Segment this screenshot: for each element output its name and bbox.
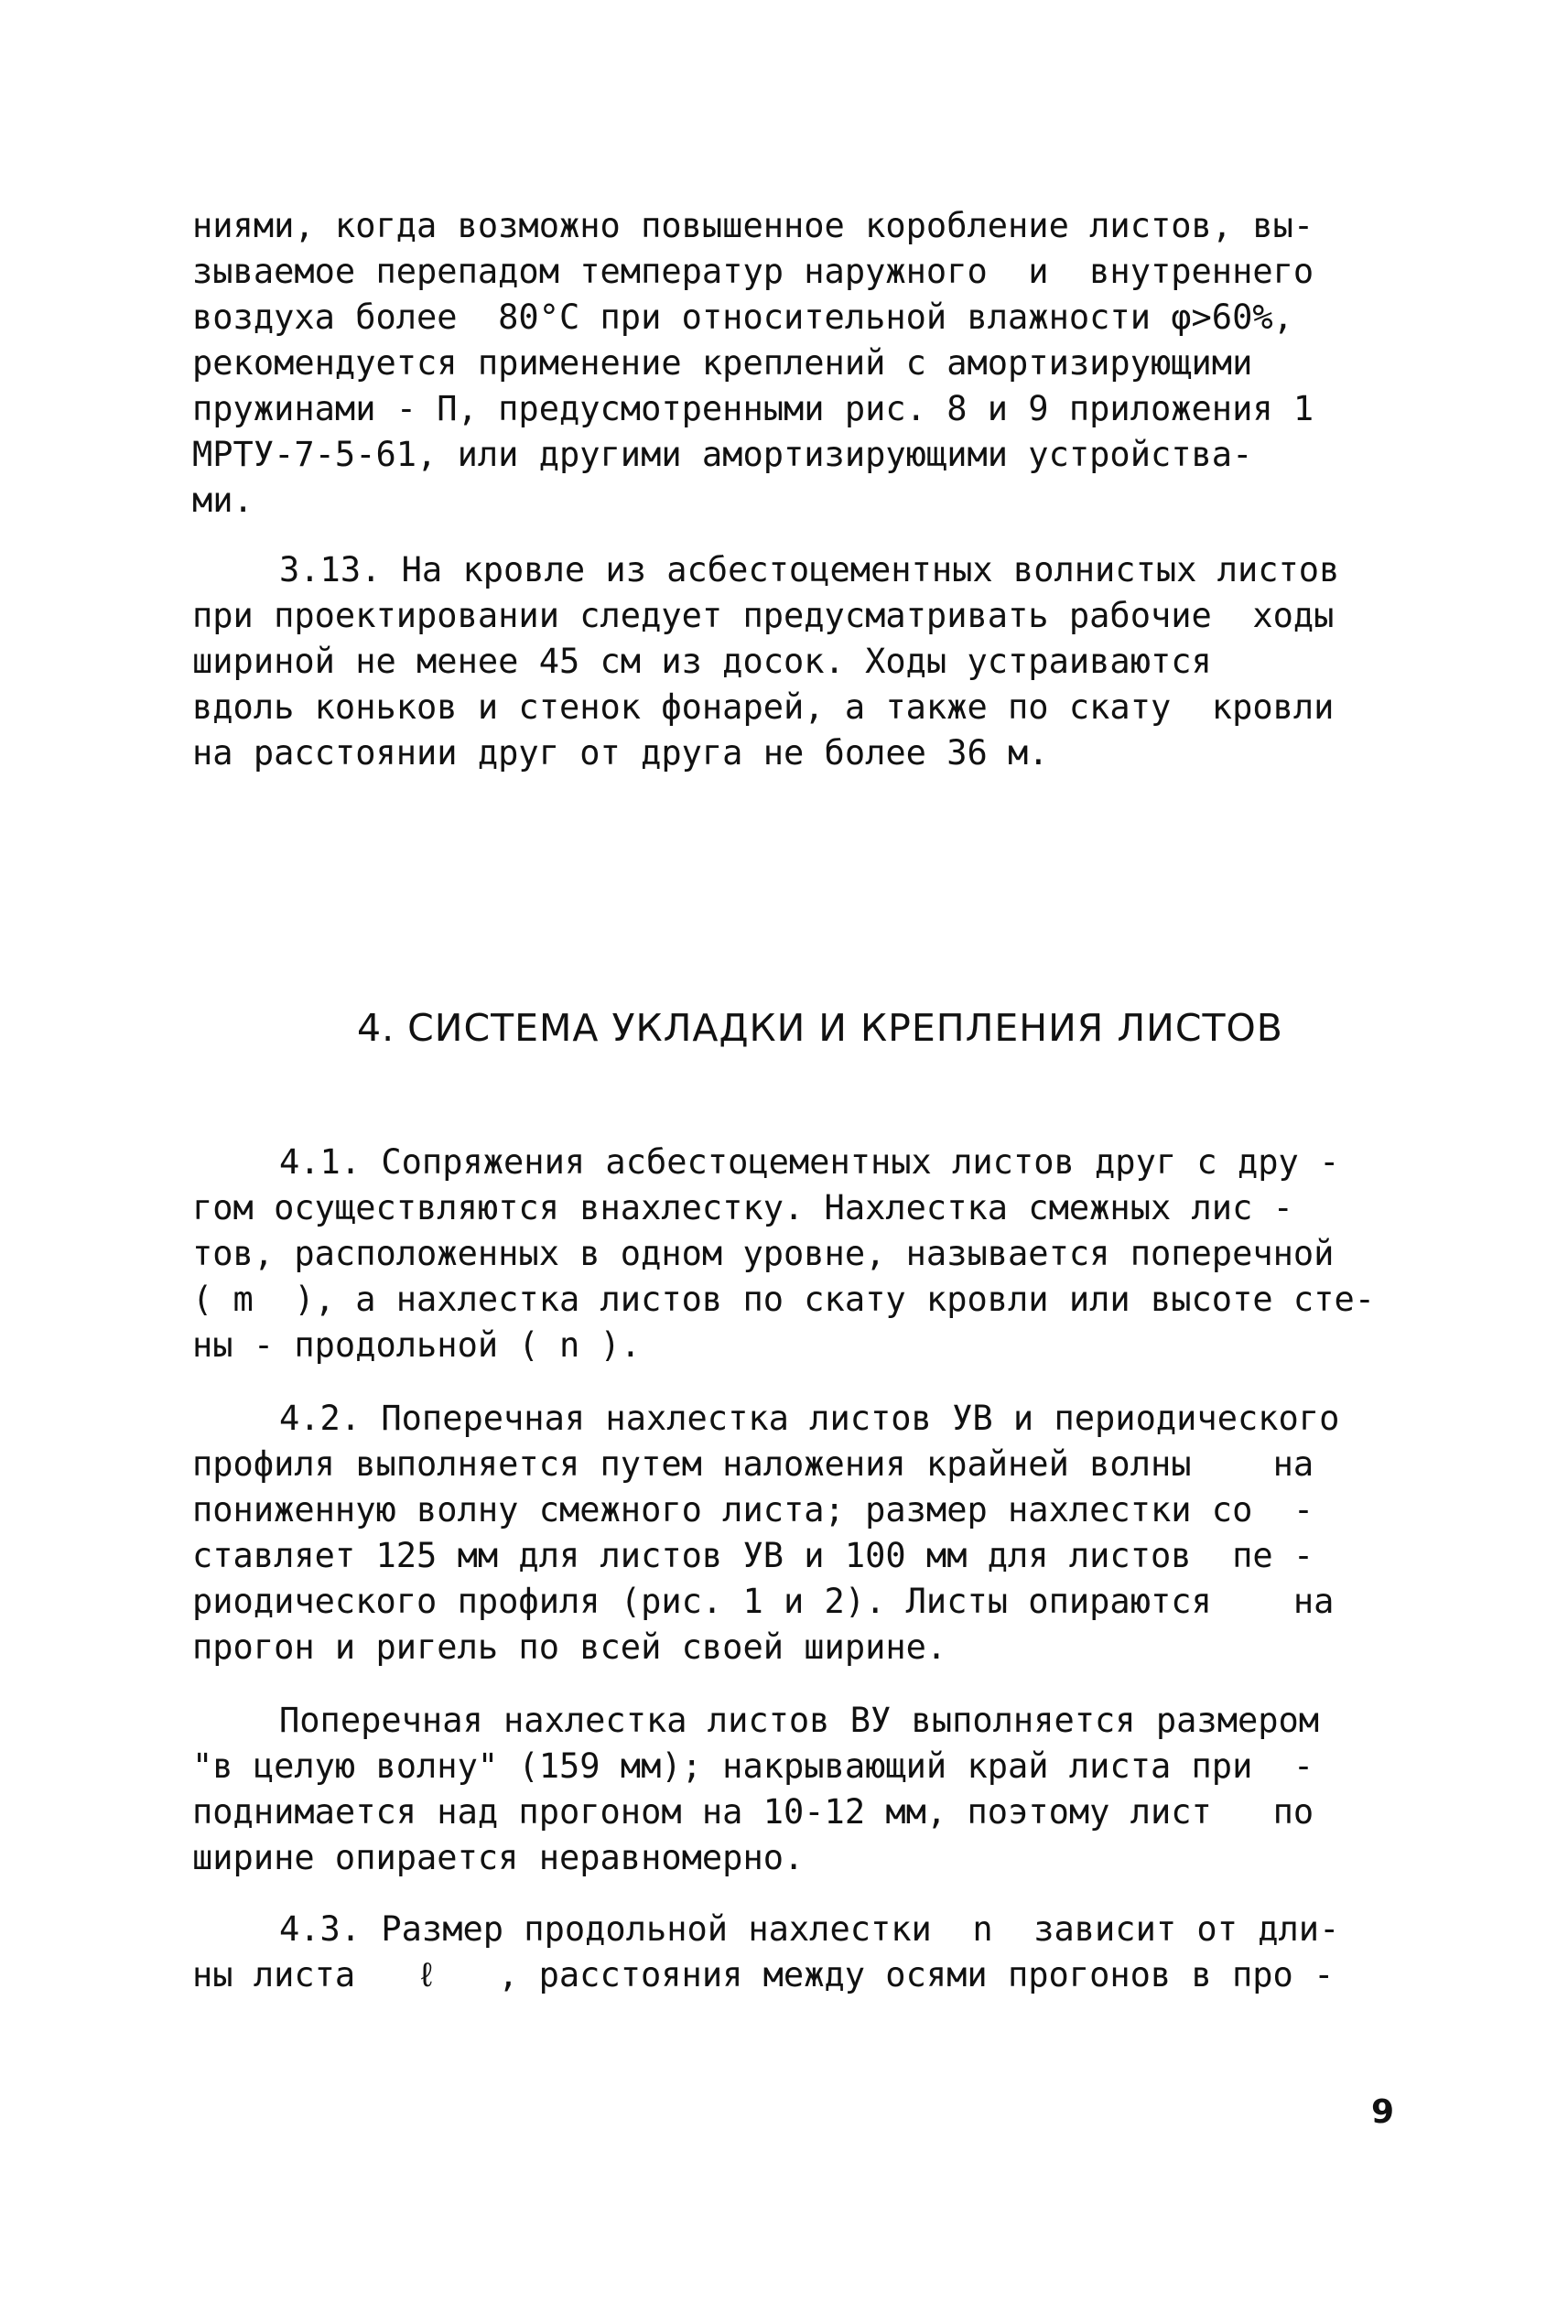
paragraph-start: Поперечная нахлестка листов ВУ выполняется размером <box>279 1701 1320 1740</box>
text-line: ми. <box>192 481 254 520</box>
text-line: прогон и ригель по всей своей ширине. <box>192 1627 947 1667</box>
text-line: ширине опирается неравномерно. <box>192 1838 805 1877</box>
text-line: гом осуществляются внахлестку. Нахлестка смежных лис - <box>192 1188 1293 1227</box>
text-line: поднимается над прогоном на 10-12 мм, поэтому лист по <box>192 1792 1314 1832</box>
text-line: МРТУ-7-5-61, или другими амортизирующими устройства- <box>192 435 1253 474</box>
text-line: при проектировании следует предусматривать рабочие ходы <box>192 596 1335 635</box>
text-line: ( m ), а нахлестка листов по скату кровли или высоте сте- <box>192 1280 1376 1319</box>
text-line: "в целую волну" (159 мм); накрывающий край листа при - <box>192 1746 1314 1786</box>
paragraph-start: 3.13. На кровле из асбестоцементных волнистых листов <box>279 550 1340 589</box>
text-line: пружинами - П, предусмотренными рис. 8 и 9 приложения 1 <box>192 389 1314 428</box>
text-line: ны - продольной ( n ). <box>192 1325 642 1365</box>
text-line: шириной не менее 45 см из досок. Ходы устраиваются <box>192 642 1212 681</box>
text-line: тов, расположенных в одном уровне, называется поперечной <box>192 1234 1335 1273</box>
text-line: риодического профиля (рис. 1 и 2). Листы опираются на <box>192 1582 1335 1621</box>
paragraph-start: 4.2. Поперечная нахлестка листов УВ и периодического <box>279 1399 1340 1438</box>
text-line: рекомендуется применение креплений с амортизирующими <box>192 343 1253 383</box>
text-line: ставляет 125 мм для листов УВ и 100 мм для листов пе - <box>192 1536 1314 1575</box>
text-line: профиля выполняется путем наложения крайней волны на <box>192 1444 1314 1484</box>
paragraph-start: 4.3. Размер продольной нахлестки n зависит от дли- <box>279 1909 1340 1949</box>
text-line: зываемое перепадом температур наружного и внутреннего <box>192 252 1314 291</box>
text-line: ниями, когда возможно повышенное коробление листов, вы- <box>192 206 1314 245</box>
text-line: на расстоянии друг от друга не более 36 м. <box>192 733 1049 773</box>
text-line: ны листа ℓ , расстояния между осями прогонов в про - <box>192 1955 1335 1994</box>
section-heading: 4. СИСТЕМА УКЛАДКИ И КРЕПЛЕНИЯ ЛИСТОВ <box>357 1006 1283 1050</box>
text-line: пониженную волну смежного листа; размер нахлестки со - <box>192 1490 1314 1530</box>
text-line: вдоль коньков и стенок фонарей, а также по скату кровли <box>192 687 1335 727</box>
paragraph-start: 4.1. Сопряжения асбестоцементных листов друг с дру - <box>279 1142 1340 1182</box>
page-number: 9 <box>1371 2093 1395 2131</box>
text-line: воздуха более 80°С при относительной влажности φ>60%, <box>192 297 1293 337</box>
